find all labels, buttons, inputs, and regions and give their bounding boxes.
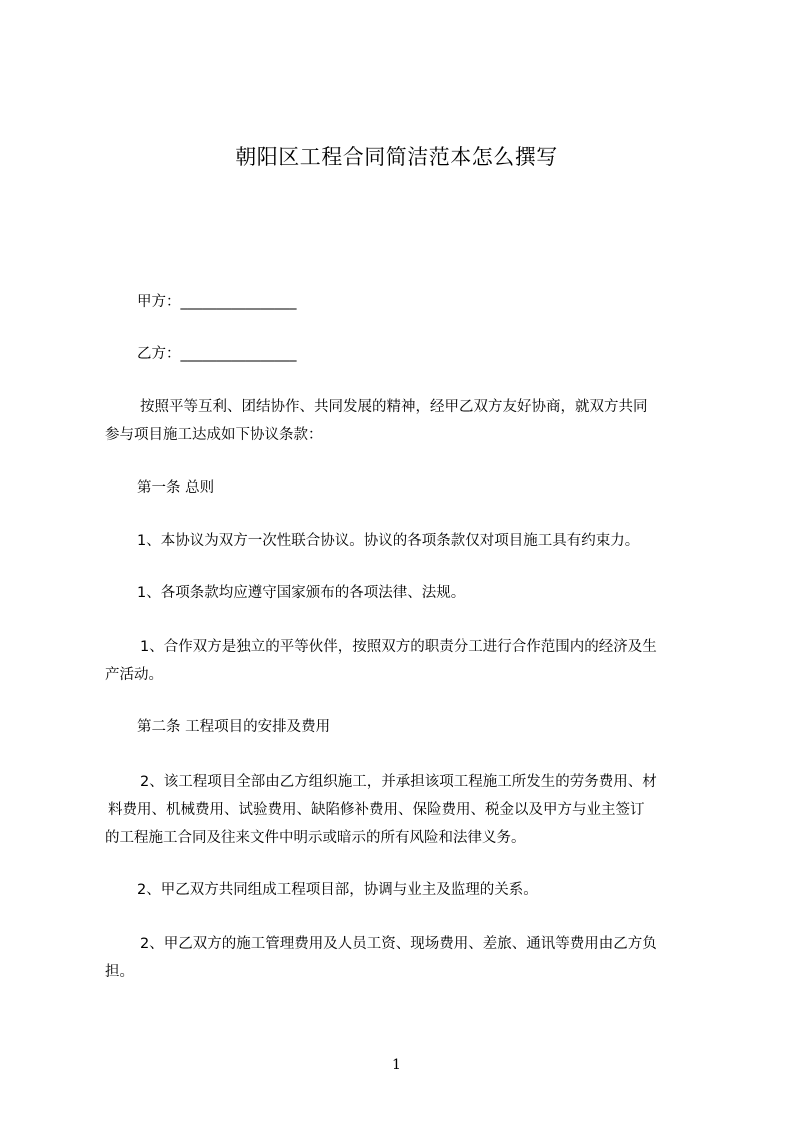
document-title: 朝阳区工程合同简洁范本怎么撰写: [235, 145, 558, 169]
article2-item-1-line-2: 料费用、机械费用、试验费用、缺陷修补费用、保险费用、税金以及甲方与业主签订: [108, 802, 645, 818]
article2-heading: 第二条 工程项目的安排及费用: [137, 719, 331, 735]
preamble-line-1: 按照平等互利、团结协作、共同发展的精神，经甲乙双方友好协商，就双方共同: [140, 399, 648, 415]
article2-item-1-line-1: 2、该工程项目全部由乙方组织施工，并承担该项工程施工所发生的劳务费用、材: [140, 774, 657, 790]
page-number: 1: [392, 1057, 401, 1073]
article2-item-3-line-1: 2、甲乙双方的施工管理费用及人员工资、现场费用、差旅、通讯等费用由乙方负: [140, 936, 657, 952]
article2-item-2: 2、甲乙双方共同组成工程项目部，协调与业主及监理的关系。: [137, 882, 538, 898]
preamble-line-2: 参与项目施工达成如下协议条款：: [105, 427, 323, 443]
party-a-line: 甲方：________________: [137, 294, 297, 310]
article2-item-1-line-3: 的工程施工合同及往来文件中明示或暗示的所有风险和法律义务。: [105, 830, 526, 846]
article1-item-1: 1、本协议为双方一次性联合协议。协议的各项条款仅对项目施工具有约束力。: [137, 533, 640, 549]
article2-item-3-line-2: 担。: [105, 964, 134, 980]
article1-item-3-line-2: 产活动。: [105, 667, 163, 683]
party-b-line: 乙方：________________: [137, 346, 297, 362]
article1-item-2: 1、各项条款均应遵守国家颁布的各项法律、法规。: [137, 585, 466, 601]
article1-heading: 第一条 总则: [137, 480, 215, 496]
article1-item-3-line-1: 1、合作双方是独立的平等伙伴，按照双方的职责分工进行合作范围内的经济及生: [140, 639, 657, 655]
